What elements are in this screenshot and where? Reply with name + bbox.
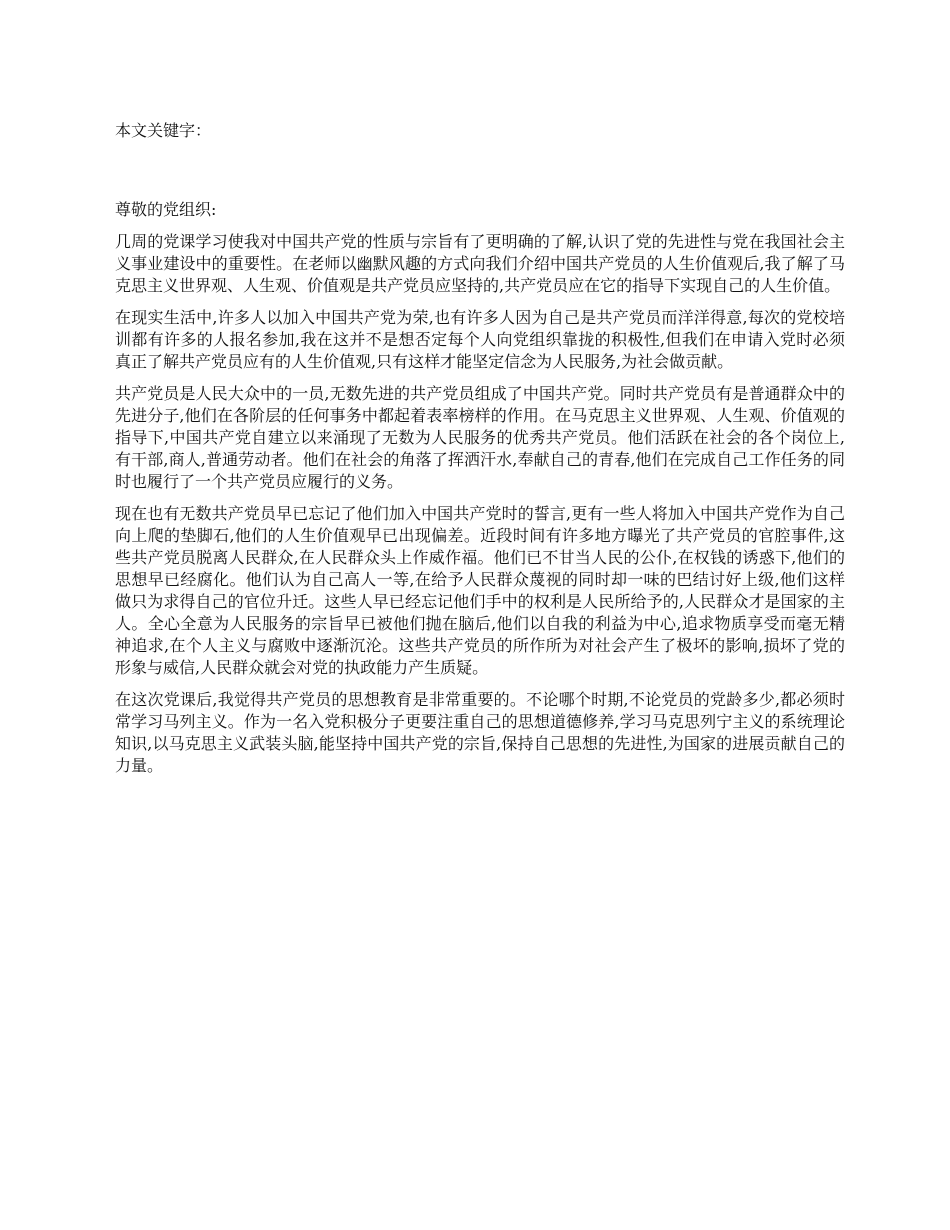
paragraph-5: 在这次党课后,我觉得共产党员的思想教育是非常重要的。不论哪个时期,不论党员的党龄多少,都必须时常学习马列主义。作为一名入党积极分子更要注重自己的思想道德修养,学习马克思列宁主义的系统理论知识,以马克思主义武装头脑,能坚持中国共产党的宗旨,保持自己思想的先进性,为国家的进展贡献自己的力量。 xyxy=(115,690,845,775)
salutation: 尊敬的党组织: xyxy=(115,200,217,219)
paragraph-4: 现在也有无数共产党员早已忘记了他们加入中国共产党时的誓言,更有一些人将加入中国共产党作为自己向上爬的垫脚石,他们的人生价值观早已出现偏差。近段时间有许多地方曝光了共产党员的官腔事件,这些共产党员脱离人民群众,在人民群众头上作威作福。他们已不甘当人民的公仆,在权钱的诱惑下,他们的思想早已经腐化。他们认为自己高人一等,在给予人民群众蔑视的同时却一味的巴结讨好上级,他们这样做只为求得自己的官位升迁。这些人早已经忘记他们手中的权利是人民所给予的,人民群众才是国家的主人。全心全意为人民服务的宗旨早已被他们抛在脑后,他们以自我的利益为中心,追求物质享受而毫无精神追求,在个人主义与腐败中逐渐沉沦。这些共产党员的所作所为对社会产生了极坏的影响,损坏了党的形象与威信,人民群众就会对党的执政能力产生质疑。 xyxy=(115,504,845,677)
paragraph-2: 在现实生活中,许多人以加入中国共产党为荣,也有许多人因为自己是共产党员而洋洋得意,每次的党校培训都有许多的人报名参加,我在这并不是想否定每个人向党组织靠拢的积极性,但我们在申请入党时必须真正了解共产党员应有的人生价值观,只有这样才能坚定信念为人民服务,为社会做贡献。 xyxy=(115,308,845,371)
keywords-label: 本文关键字： xyxy=(115,121,212,140)
document-page xyxy=(115,120,845,787)
paragraph-3: 共产党员是人民大众中的一员,无数先进的共产党员组成了中国共产党。同时共产党员有是普通群众中的先进分子,他们在各阶层的任何事务中都起着表率榜样的作用。在马克思主义世界观、人生观、价值观的指导下,中国共产党自建立以来涌现了无数为人民服务的优秀共产党员。他们活跃在社会的各个岗位上,有干部,商人,普通劳动者。他们在社会的角落了挥洒汗水,奉献自己的青春,他们在完成自己工作任务的同时也履行了一个共产党员应履行的义务。 xyxy=(115,384,845,491)
paragraph-1: 几周的党课学习使我对中国共产党的性质与宗旨有了更明确的了解,认识了党的先进性与党在我国社会主义事业建设中的重要性。在老师以幽默风趣的方式向我们介绍中国共产党员的人生价值观后,我了解了马克思主义世界观、人生观、价值观是共产党员应坚持的,共产党员应在它的指导下实现自己的人生价值。 xyxy=(115,232,845,295)
